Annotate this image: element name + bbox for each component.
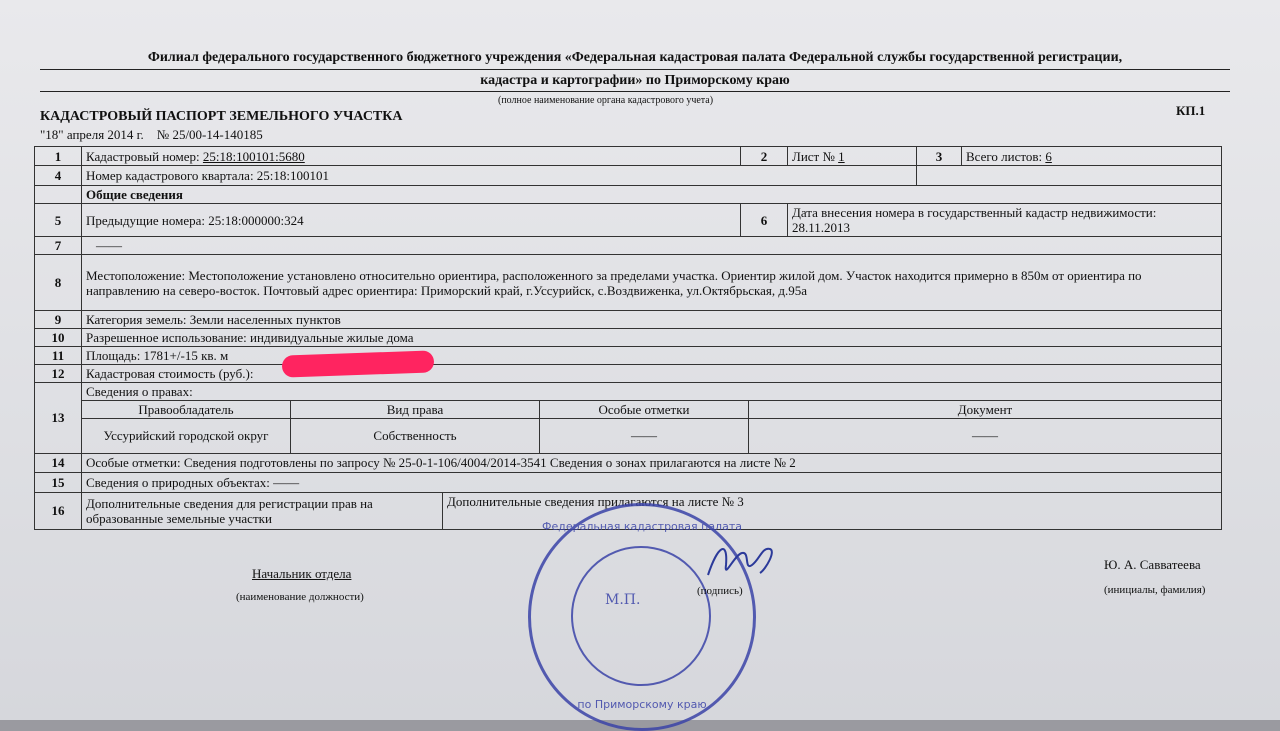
- row-number: 8: [35, 255, 82, 311]
- position-caption: (наименование должности): [236, 591, 364, 603]
- entry-date-cell: Дата внесения номера в государственный кадастр недвижимости: 28.11.2013: [788, 204, 1222, 237]
- row-number: 14: [35, 453, 82, 472]
- row-number: 9: [35, 311, 82, 329]
- org-name-line2: кадастра и картографии» по Приморскому краю: [480, 73, 790, 88]
- signer-name-caption: (инициалы, фамилия): [1104, 584, 1206, 596]
- org-name-line1: Филиал федерального государственного бюджетного учреждения «Федеральная кадастровая палата Федеральной службы государственной регистрации,: [147, 50, 1123, 65]
- signer-name: Ю. А. Савватеева: [1104, 557, 1201, 572]
- sheet-cell: [788, 147, 917, 166]
- row-number: 10: [35, 329, 82, 347]
- special-marks-cell: Особые отметки: Сведения подготовлены по запросу № 25-0-1-106/4004/2014-3541 Сведения о зонах прилагаются на листе № 2: [82, 453, 1222, 472]
- doc-number: № 25/00-14-140185: [156, 127, 263, 142]
- table-row: [35, 453, 1222, 472]
- cadastral-quarter-cell: Номер кадастрового квартала: 25:18:100101: [82, 166, 917, 186]
- table-row: [35, 347, 1222, 365]
- row-number: 15: [35, 472, 82, 492]
- rights-owner: Уссурийский городской округ: [82, 419, 291, 453]
- org-rule-1: [40, 69, 1230, 70]
- row-number: 12: [35, 365, 82, 383]
- rights-title: Сведения о правах:: [86, 384, 193, 399]
- row-number: 16: [35, 492, 82, 529]
- rights-marks: ——: [540, 419, 749, 453]
- row-number-3: 3: [917, 147, 962, 166]
- area-cell: Площадь: 1781+/-15 кв. м: [82, 347, 1222, 365]
- location-cell: Местоположение: Местоположение установлено относительно ориентира, расположенного за пределами участка. Ориентир жилой дом. Участок находится примерно в 850м от ориентира по направлению на северо-восток. Почтовый адрес ориентира: Приморский край, г.Уссурийск, с.Воздвиженка, ул.Октябрьская, д.95а: [82, 255, 1222, 311]
- empty-cell: [917, 166, 1222, 186]
- rights-type: Собственность: [291, 419, 540, 453]
- stamp-inner-ring: [571, 546, 711, 686]
- previous-numbers-cell: Предыдущие номера: 25:18:000000:324: [82, 204, 741, 237]
- table-row: [35, 186, 1222, 204]
- date-month-year: апреля 2014 г.: [63, 127, 144, 142]
- permitted-use-cell: Разрешенное использование: индивидуальные жилые дома: [82, 329, 1222, 347]
- stamp-text-bottom: по Приморскому краю: [577, 698, 707, 711]
- row7-cell: ——: [82, 237, 1222, 255]
- table-row: [35, 204, 1222, 237]
- cadastral-number-cell: [82, 147, 741, 166]
- additional-info-value: Дополнительные сведения прилагаются на листе № 3: [447, 493, 744, 509]
- table-row: [35, 166, 1222, 186]
- row-number: 1: [35, 147, 82, 166]
- table-row: [35, 255, 1222, 311]
- natural-objects-cell: Сведения о природных объектах: ——: [82, 472, 1222, 492]
- table-row: [35, 237, 1222, 255]
- sheet-label: Лист №: [792, 148, 839, 164]
- form-code: КП.1: [1176, 103, 1206, 118]
- total-sheets-label: Всего листов:: [966, 148, 1046, 164]
- row-number: 5: [35, 204, 82, 237]
- table-row: [35, 472, 1222, 492]
- table-row: [35, 383, 1222, 454]
- rights-data-row: [82, 419, 1221, 453]
- rights-header-type: Вид права: [291, 401, 540, 419]
- empty-num-cell: [35, 186, 82, 204]
- table-row: [35, 311, 1222, 329]
- rights-header-marks: Особые отметки: [540, 401, 749, 419]
- rights-table: [82, 400, 1221, 453]
- passport-table: [34, 146, 1222, 530]
- rights-header-owner: Правообладатель: [82, 401, 291, 419]
- signature-caption: (подпись): [697, 585, 743, 597]
- land-category-cell: Категория земель: Земли населенных пунктов: [82, 311, 1222, 329]
- row-number: 13: [35, 383, 82, 454]
- row-number-2: 2: [741, 147, 788, 166]
- total-sheets-value: 6: [1045, 148, 1052, 164]
- row-number: 7: [35, 237, 82, 255]
- rights-document: ——: [749, 419, 1222, 453]
- row-number-6: 6: [741, 204, 788, 237]
- rights-header-row: [82, 401, 1221, 419]
- org-rule-2: [40, 91, 1230, 92]
- cadastral-value-cell: Кадастровая стоимость (руб.):: [82, 365, 1222, 383]
- cadastral-number-label: Кадастровый номер:: [86, 148, 203, 164]
- date-day: "18": [40, 127, 64, 142]
- sheet-value: 1: [838, 148, 845, 164]
- rights-header-document: Документ: [749, 401, 1222, 419]
- additional-info-label: Дополнительные сведения для регистрации прав на образованные земельные участки: [82, 493, 443, 529]
- position-title: Начальник отдела: [252, 566, 352, 581]
- total-sheets-cell: [962, 147, 1222, 166]
- row-number: 11: [35, 347, 82, 365]
- stamp-mark: М.П.: [605, 592, 641, 608]
- row-number: 4: [35, 166, 82, 186]
- rights-cell: [82, 383, 1222, 454]
- stamp-text-top: Федеральная кадастровая палата: [542, 520, 742, 533]
- table-row: [35, 365, 1222, 383]
- org-caption: (полное наименование органа кадастрового учета): [498, 95, 714, 106]
- handwritten-signature: [700, 535, 780, 585]
- document-title: КАДАСТРОВЫЙ ПАСПОРТ ЗЕМЕЛЬНОГО УЧАСТКА: [40, 109, 403, 124]
- cadastral-number-value: 25:18:100101:5680: [202, 148, 305, 164]
- table-row: [35, 329, 1222, 347]
- general-info-heading: Общие сведения: [82, 186, 1222, 204]
- table-row: [35, 147, 1222, 166]
- issue-date-line: [40, 127, 263, 143]
